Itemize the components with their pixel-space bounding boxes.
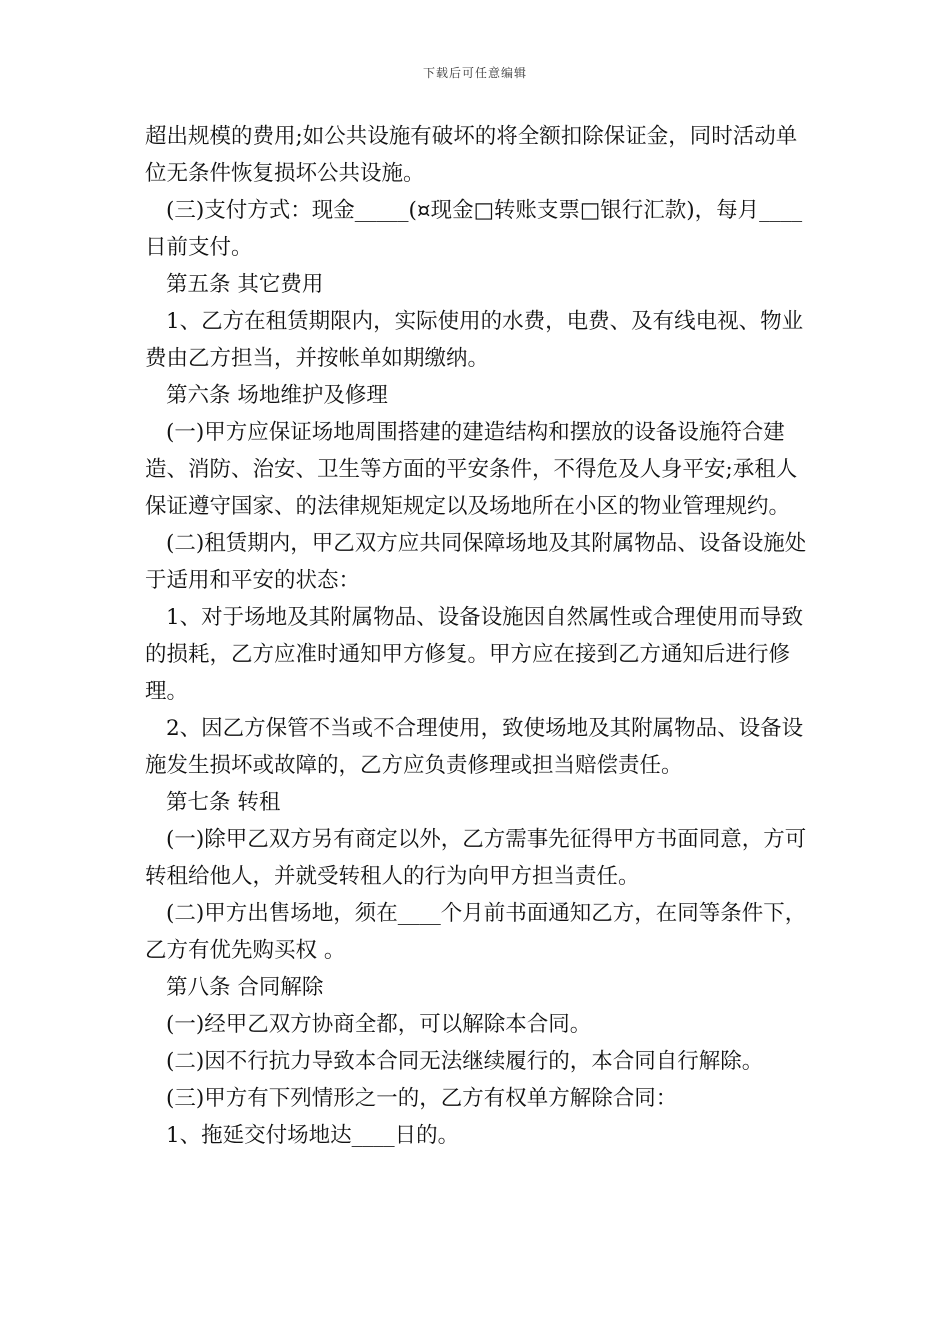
paragraph: (二)甲方出售场地，须在____个月前书面通知乙方，在同等条件下，乙方有优先购买权 。 [145, 901, 807, 963]
page-header-note: 下载后可任意编辑 [422, 66, 527, 80]
paragraph: (一)经甲乙双方协商全都，可以解除本合同。 [166, 1012, 592, 1037]
paragraph: 1、拖延交付场地达____日的。 [166, 1123, 460, 1148]
paragraph: 超出规模的费用;如公共设施有破坏的将全额扣除保证金，同时活动单位无条件恢复损坏公共设施。 [145, 124, 798, 186]
paragraph: 2、因乙方保管不当或不合理使用，致使场地及其附属物品、设备设施发生损坏或故障的，乙方应负责修理或担当赔偿责任。 [145, 716, 804, 778]
paragraph: (二)租赁期内，甲乙双方应共同保障场地及其附属物品、设备设施处于适用和平安的状态： [145, 531, 807, 593]
paragraph: (二)因不行抗力导致本合同无法继续履行的，本合同自行解除。 [166, 1049, 764, 1074]
section-heading: 第七条 转租 [166, 790, 281, 815]
section-heading: 第六条 场地维护及修理 [166, 383, 388, 408]
paragraph: (三)支付方式：现金_____(¤现金□转账支票□银行汇款)，每月____日前支付。 [145, 198, 803, 260]
document-body [145, 118, 815, 1154]
paragraph: (三)甲方有下列情形之一的，乙方有权单方解除合同： [166, 1086, 678, 1111]
section-heading: 第八条 合同解除 [166, 975, 324, 1000]
paragraph: 1、对于场地及其附属物品、设备设施因自然属性或合理使用而导致的损耗，乙方应准时通知甲方修复。甲方应在接到乙方通知后进行修理。 [145, 605, 804, 704]
paragraph: (一)甲方应保证场地周围搭建的建造结构和摆放的设备设施符合建造、消防、治安、卫生等方面的平安条件，不得危及人身平安;承租人保证遵守国家、的法律规矩规定以及场地所在小区的物业管理规约。 [145, 420, 798, 519]
paragraph: (一)除甲乙双方另有商定以外，乙方需事先征得甲方书面同意，方可转租给他人，并就受转租人的行为向甲方担当责任。 [145, 827, 807, 889]
section-heading: 第五条 其它费用 [166, 272, 324, 297]
paragraph: 1、乙方在租赁期限内，实际使用的水费，电费、及有线电视、物业费由乙方担当，并按帐单如期缴纳。 [145, 309, 804, 371]
